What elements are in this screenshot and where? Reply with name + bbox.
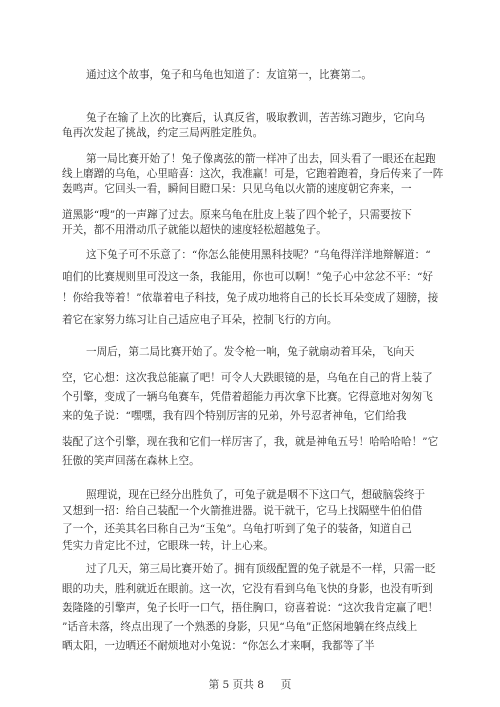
text-line: 空，它心想：这次我总能赢了吧！可令人大跌眼镜的是，乌龟在自己的背上装了 <box>62 372 433 384</box>
text-line: 开关，都不用滑动爪子就能以超快的速度轻松超越兔子。 <box>62 224 327 236</box>
text-line: 眼的功夫，胜利就近在眼前。这一次，它没有看到乌龟飞快的身影，也没有听到 <box>62 583 433 595</box>
text-line: 晒太阳，一边晒还不耐烦地对小兔说：“你怎么才来啊，我都等了半 <box>62 640 375 652</box>
text-line: 着它在家努力练习让自己适应电子耳朵，控制飞行的方向。 <box>62 314 338 326</box>
text-line: 龟再次发起了挑战，约定三局两胜定胜负。 <box>62 127 264 139</box>
text-line: 来的兔子说：“嘿嘿，我有四个特别厉害的兄弟，外号忍者神龟，它们给我 <box>62 410 407 422</box>
text-line: 轰鸣声。它回头一看，瞬间目瞪口呆：只见乌龟以火箭的速度朝它奔来，一 <box>62 183 412 195</box>
text-line: 这下兔子可不乐意了：“你怎么能使用黑科技呢？”乌龟得洋洋地辩解道：“ <box>86 249 431 261</box>
text-line: 咱们的比赛规则里可没这一条，我能用，你也可以啊！”兔子心中忿忿不平：“好 <box>62 271 434 283</box>
text-line: ”话音未落，终点出现了一个熟悉的身影，只见“乌龟”正悠闲地躺在终点线上 <box>62 621 418 633</box>
text-line: 线上磨蹭的乌龟，心里暗喜：这次，我准赢！可是，它跑着跑着，身后传来了一阵 <box>62 168 444 180</box>
text-line: 个引擎，变成了一辆乌龟赛车，凭借着超能力再次拿下比赛。它得意地对匆匆飞 <box>62 391 433 403</box>
text-line: 凭实力肯定比不过，它眼珠一转，计上心来。 <box>62 540 274 552</box>
text-line: 了一个，还美其名曰称自己为“玉兔”。乌龟打听到了兔子的装备，知道自己 <box>62 523 412 535</box>
text-line: 又想到一招：给自己装配一个火箭推进器。说干就干，它马上找隔壁牛伯伯借 <box>62 505 423 517</box>
text-line: ！你给我等着！”依靠着电子科技，兔子成功地将自己的长长耳朵变成了翅膀，接 <box>62 292 439 304</box>
text-line: 兔子在输了上次的比赛后，认真反省，吸取教训，苦苦练习跑步，它向乌 <box>86 112 425 124</box>
text-line: 道黑影“嗖”的一声蹿了过去。原来乌龟在肚皮上装了四个轮子，只需要按下 <box>62 209 412 221</box>
text-line: 轰隆隆的引擎声，兔子长吁一口气，捂住胸口，窃喜着说：“这次我肯定赢了吧！ <box>62 602 439 614</box>
text-line: 第一局比赛开始了！兔子像离弦的箭一样冲了出去，回头看了一眼还在起跑 <box>86 153 436 165</box>
text-line: 装配了这个引擎，现在我和它们一样厉害了，我，就是神龟五号！哈哈哈哈！”它 <box>62 436 439 448</box>
text-line: 狂傲的笑声回荡在森林上空。 <box>62 455 200 467</box>
text-line: 通过这个故事，兔子和乌龟也知道了：友谊第一，比赛第二。 <box>86 69 373 81</box>
text-line: 过了几天，第三局比赛开始了。拥有顶级配置的兔子就是不一样，只需一眨 <box>86 563 436 575</box>
text-line: 一周后，第二局比赛开始了。发令枪一响，兔子就扇动着耳朵，飞向天 <box>86 346 415 358</box>
page-footer: 第 5 页共 8 页 <box>208 679 292 691</box>
text-line: 照理说，现在已经分出胜负了，可兔子就是咽不下这口气，想破脑袋终于 <box>86 489 425 501</box>
